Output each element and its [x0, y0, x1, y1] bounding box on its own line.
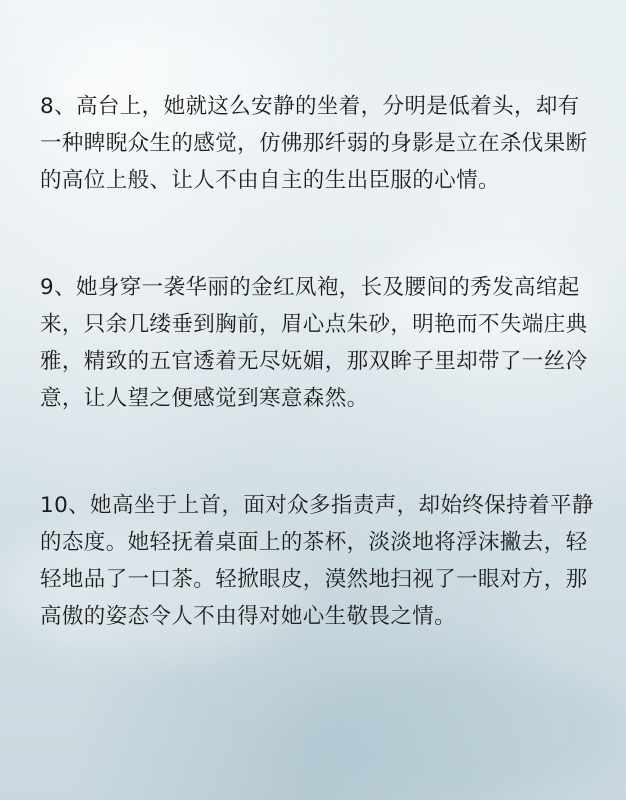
- paragraph-9: 9、她身穿一袭华丽的金红凤袍，长及腰间的秀发高绾起来，只余几缕垂到胸前，眉心点朱砂，明艳而不失端庄典雅，精致的五官透着无尽妩媚，那双眸子里却带了一丝冷意，让人望之便感觉到寒意森然。: [40, 275, 588, 411]
- paragraph-8: 8、高台上，她就这么安静的坐着，分明是低着头，却有一种睥睨众生的感觉，仿佛那纤弱的身影是立在杀伐果断的高位上般、让人不由自主的生出臣服的心情。: [40, 94, 588, 193]
- text-content: [40, 88, 600, 635]
- paragraph-10: 10、她高坐于上首，面对众多指责声，却始终保持着平静的态度。她轻抚着桌面上的茶杯，淡淡地将浮沫撇去，轻轻地品了一口茶。轻掀眼皮，漠然地扫视了一眼对方，那高傲的姿态令人不由得对她心生敬畏之情。: [40, 493, 594, 629]
- background-cloud: [300, 660, 620, 800]
